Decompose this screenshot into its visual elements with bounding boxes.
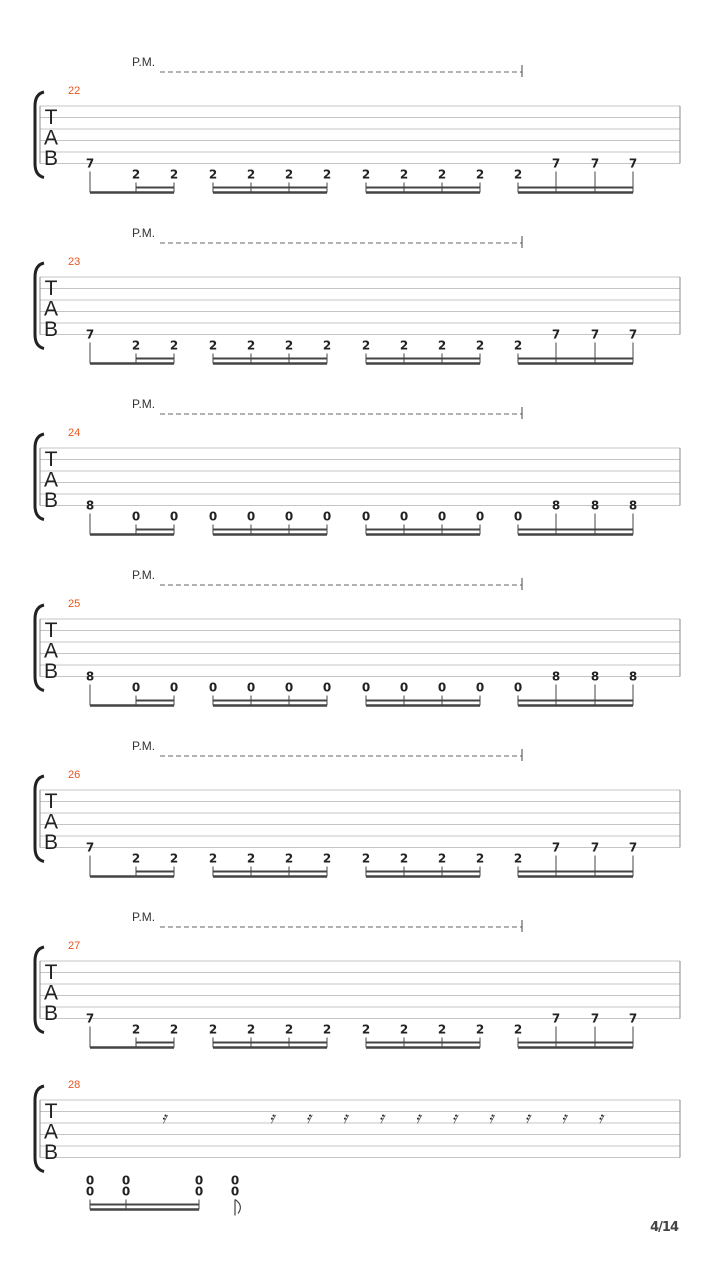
tab-clef-letter: B [43,318,59,341]
tab-system-23 [35,226,680,364]
tab-clef-letter: B [43,1141,59,1164]
fret-number: 0 [208,680,218,695]
page-indicator: 4/14 [650,1220,678,1235]
fret-number: 0 [399,680,409,695]
fret-number: 8 [85,669,95,684]
fret-number: 2 [399,1022,409,1037]
fret-number: 2 [361,1022,371,1037]
fret-number: 0 [85,1184,95,1199]
fret-number: 2 [437,1022,447,1037]
tab-clef-letter: A [43,297,59,321]
fret-number: 0 [322,509,332,524]
tab-clef-letter: T [44,790,58,813]
fret-number: 8 [590,669,600,684]
sixteenth-rest: 𝄿 [342,1108,348,1127]
fret-number: 0 [208,509,218,524]
palm-mute-label: P.M. [132,739,156,753]
fret-number: 7 [85,1011,95,1026]
sixteenth-rest: 𝄿 [561,1108,567,1127]
tab-clef-letter: B [43,489,59,512]
fret-number: 0 [361,680,371,695]
fret-number: 2 [246,851,256,866]
fret-number: 2 [322,851,332,866]
tab-system-28 [35,1079,680,1216]
fret-number: 8 [551,498,561,513]
fret-number: 2 [169,851,179,866]
fret-number: 0 [194,1184,204,1199]
fret-number: 0 [194,1173,204,1188]
fret-number: 7 [590,156,600,171]
measure-number: 22 [68,85,81,97]
tab-system-25 [35,568,680,706]
fret-number: 0 [169,680,179,695]
fret-number: 8 [590,498,600,513]
fret-number: 7 [590,327,600,342]
fret-number: 0 [284,509,294,524]
sixteenth-rest: 𝄿 [379,1108,384,1127]
fret-number: 7 [628,1011,638,1026]
fret-number: 2 [284,851,294,866]
fret-number: 0 [475,680,485,695]
fret-number: 2 [131,338,141,353]
fret-number: 2 [475,338,485,353]
fret-number: 0 [399,509,409,524]
fret-number: 2 [169,167,179,182]
fret-number: 0 [475,509,485,524]
fret-number: 2 [208,1022,218,1037]
tab-clef-letter: A [43,1120,59,1144]
fret-number: 0 [284,680,294,695]
fret-number: 2 [399,851,409,866]
measure-number: 23 [68,256,81,268]
tab-system-22 [35,55,680,193]
fret-number: 7 [85,327,95,342]
fret-number: 7 [85,840,95,855]
tab-clef-letter: A [43,639,59,663]
fret-number: 0 [131,680,141,695]
fret-number: 2 [361,338,371,353]
fret-number: 0 [121,1173,131,1188]
sixteenth-rest: 𝄿 [306,1108,311,1127]
fret-number: 2 [246,1022,256,1037]
tab-system-27 [35,910,680,1048]
fret-number: 2 [131,851,141,866]
palm-mute-label: P.M. [132,568,156,582]
fret-number: 2 [513,1022,523,1037]
fret-number: 8 [628,498,638,513]
fret-number: 7 [628,840,638,855]
fret-number: 0 [121,1184,131,1199]
fret-number: 2 [322,167,332,182]
fret-number: 2 [361,851,371,866]
fret-number: 2 [169,1022,179,1037]
fret-number: 2 [361,167,371,182]
fret-number: 2 [475,167,485,182]
fret-number: 2 [437,338,447,353]
fret-number: 0 [322,680,332,695]
measure-number: 27 [68,940,81,952]
sixteenth-rest: 𝄿 [269,1108,275,1127]
tab-clef-letter: T [44,961,58,984]
palm-mute-label: P.M. [132,55,156,69]
fret-number: 0 [513,680,523,695]
tab-clef-letter: A [43,981,59,1005]
fret-number: 2 [399,338,409,353]
fret-number: 0 [230,1184,240,1199]
tab-clef-letter: T [44,106,58,129]
sixteenth-rest: 𝄿 [598,1108,603,1127]
fret-number: 2 [284,167,294,182]
fret-number: 0 [246,509,256,524]
fret-number: 2 [169,338,179,353]
tab-clef-letter: B [43,1002,59,1025]
fret-number: 2 [322,338,332,353]
fret-number: 2 [208,851,218,866]
fret-number: 2 [208,167,218,182]
tab-clef-letter: A [43,126,59,150]
fret-number: 2 [284,338,294,353]
tab-clef-letter: B [43,831,59,854]
measure-number: 25 [68,598,81,610]
fret-number: 0 [131,509,141,524]
fret-number: 0 [246,680,256,695]
tab-clef-letter: B [43,660,59,683]
fret-number: 2 [513,851,523,866]
fret-number: 7 [628,156,638,171]
tab-clef-letter: B [43,147,59,170]
sixteenth-rest: 𝄿 [488,1108,494,1127]
palm-mute-label: P.M. [132,226,156,240]
fret-number: 0 [361,509,371,524]
fret-number: 2 [513,167,523,182]
tab-clef-letter: T [44,448,58,471]
measure-number: 26 [68,769,81,781]
fret-number: 0 [169,509,179,524]
tab-system-26 [35,739,680,877]
sixteenth-rest: 𝄿 [161,1108,167,1127]
fret-number: 2 [399,167,409,182]
fret-number: 7 [590,1011,600,1026]
fret-number: 2 [475,851,485,866]
fret-number: 2 [131,1022,141,1037]
tab-clef-letter: A [43,810,59,834]
note-flag [235,1200,240,1216]
fret-number: 2 [246,167,256,182]
fret-number: 2 [284,1022,294,1037]
fret-number: 0 [513,509,523,524]
fret-number: 2 [131,167,141,182]
fret-number: 2 [437,851,447,866]
fret-number: 0 [437,509,447,524]
sixteenth-rest: 𝄿 [525,1108,530,1127]
fret-number: 8 [628,669,638,684]
fret-number: 7 [551,1011,561,1026]
fret-number: 7 [551,156,561,171]
tab-clef-letter: T [44,619,58,642]
tab-system-24 [35,397,680,535]
fret-number: 0 [85,1173,95,1188]
tab-clef-letter: A [43,468,59,492]
tab-clef-letter: T [44,277,58,300]
fret-number: 2 [322,1022,332,1037]
fret-number: 7 [551,840,561,855]
fret-number: 8 [85,498,95,513]
measure-number: 24 [68,427,81,439]
fret-number: 2 [475,1022,485,1037]
fret-number: 7 [628,327,638,342]
fret-number: 2 [513,338,523,353]
fret-number: 2 [246,338,256,353]
palm-mute-label: P.M. [132,397,156,411]
fret-number: 2 [437,167,447,182]
palm-mute-label: P.M. [132,910,156,924]
fret-number: 7 [85,156,95,171]
fret-number: 7 [551,327,561,342]
sixteenth-rest: 𝄿 [452,1108,457,1127]
fret-number: 7 [590,840,600,855]
sixteenth-rest: 𝄿 [415,1108,421,1127]
fret-number: 8 [551,669,561,684]
fret-number: 2 [208,338,218,353]
tab-clef-letter: T [44,1100,58,1123]
measure-number: 28 [68,1079,81,1091]
fret-number: 0 [230,1173,240,1188]
fret-number: 0 [437,680,447,695]
